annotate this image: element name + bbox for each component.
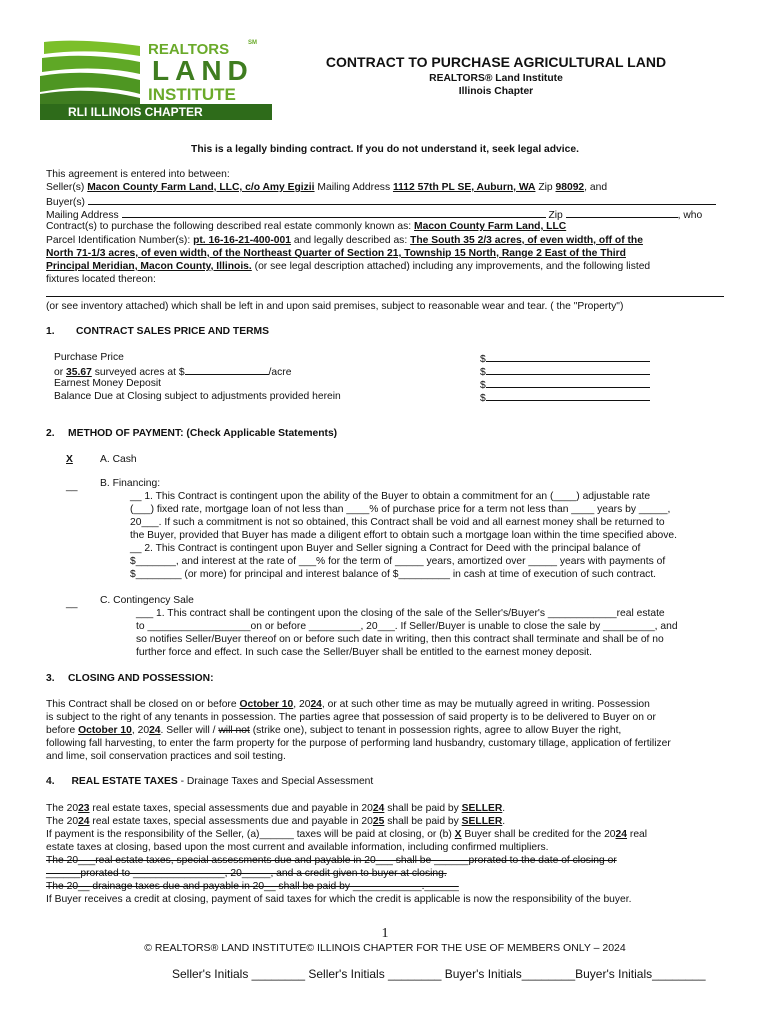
- legal-value-1: The South 35 2/3 acres, of even width, off of the: [410, 235, 643, 246]
- section1-title: CONTRACT SALES PRICE AND TERMS: [76, 326, 269, 337]
- legal-value-3: Principal Meridian, Macon County, Illinois.: [46, 261, 252, 272]
- document-org: REALTORS® Land Institute: [429, 73, 563, 84]
- svg-text:SM: SM: [248, 40, 257, 46]
- contract-line: [46, 220, 566, 233]
- fin1-line-b: (___) fixed rate, mortgage loan of not less than ____% of purchase price for a term not less than ____ years by _____,: [130, 504, 671, 515]
- closing-text-c: , or at such other time as may be mutually agreed in writing. Possession: [321, 699, 650, 710]
- legal-after: (or see legal description attached) including any improvements, and the following listed: [254, 261, 651, 272]
- section4-subtitle: - Drainage Taxes and Special Assessment: [177, 776, 374, 787]
- tax-year: 24: [78, 816, 90, 827]
- fin2-line-c: $________ (or more) for principal and interest balance of $_________ in cash at time of execution of such contract.: [130, 569, 657, 580]
- tax-payer: SELLER: [461, 803, 503, 814]
- dollar-sign: $: [480, 367, 486, 378]
- closing-text-a: This Contract shall be closed on or before: [46, 699, 237, 710]
- tax-line-1: The 2023 real estate taxes, special assessments due and payable in 2024 shall be paid by SELLER.: [46, 803, 506, 814]
- who-text: , who: [677, 210, 703, 221]
- legal-warning: This is a legally binding contract. If you do not understand it, seek legal advice.: [191, 144, 579, 155]
- tax-text: The 20: [46, 803, 79, 814]
- tax-strike-1: The 20___real estate taxes, special assessments due and payable in 20___ shall be ______prorated to the date of closing or: [46, 855, 617, 866]
- parcel-line: [46, 234, 643, 247]
- tax-line-2: The 2024 real estate taxes, special assessments due and payable in 2025 shall be paid by SELLER.: [46, 816, 506, 827]
- fin1-line-a: [130, 490, 650, 503]
- acres-value: 35.67: [66, 367, 92, 378]
- fixtures-text: fixtures located thereon:: [46, 274, 156, 285]
- svg-text:REALTORS: REALTORS: [148, 41, 230, 58]
- tax-strike-3: The 20__ drainage taxes due and payable in 20__ shall be paid by ____________.______: [46, 881, 459, 892]
- initials-line[interactable]: Seller's Initials ________ Seller's Initials ________ Buyer's Initials________Buyer's Initials________: [172, 967, 706, 981]
- tax-text: Buyer shall be credited for the 20: [464, 829, 616, 840]
- financing-label: B. Financing:: [100, 478, 161, 489]
- intro-entered: This agreement is entered into between:: [46, 169, 230, 180]
- possession-text-c: . Seller will /: [160, 725, 216, 736]
- tax-text: real estate taxes, special assessments due and payable in 20: [92, 803, 373, 814]
- cash-checkbox[interactable]: X: [66, 454, 73, 465]
- balance-field[interactable]: [480, 390, 650, 405]
- section4-title: REAL ESTATE TAXES: [71, 776, 178, 787]
- zip-label: Zip: [538, 182, 553, 193]
- fin1-line-d: the Buyer, provided that Buyer has made a diligent effort to obtain such a mortgage loan within the time specified above.: [130, 530, 678, 541]
- tax-text: shall be paid by: [387, 803, 459, 814]
- contingency-label: C. Contingency Sale: [100, 595, 194, 606]
- acre-text: /acre: [268, 367, 292, 378]
- copyright-text: © REALTORS® LAND INSTITUTE© ILLINOIS CHAPTER FOR THE USE OF MEMBERS ONLY – 2024: [144, 942, 626, 954]
- will-not-strike: will not: [218, 725, 250, 736]
- cash-label: A. Cash: [100, 454, 137, 465]
- dollar-sign: $: [480, 380, 486, 391]
- section4-number: 4.: [46, 776, 55, 787]
- tax-text: real: [629, 829, 648, 840]
- financing-checkbox[interactable]: __: [66, 481, 78, 492]
- legal-label: and legally described as:: [293, 235, 408, 246]
- zip2-blank[interactable]: [566, 207, 678, 218]
- mailing-label: Mailing Address: [317, 182, 391, 193]
- possession-text-d: (strike one), subject to tenant in possession rights, agree to allow Buyer the right,: [252, 725, 622, 736]
- parcel-value: pt. 16-16-21-400-001: [193, 235, 291, 246]
- tax-text: shall be paid by: [387, 816, 459, 827]
- tax-text: real estate taxes, special assessments due and payable in 20: [92, 816, 373, 827]
- closing-text-b: , 20: [293, 699, 311, 710]
- possession-month: October 10: [78, 725, 132, 736]
- tax-text: If payment is the responsibility of the Seller, (a)______ taxes will be paid at closing, or (b): [46, 829, 452, 840]
- fixtures-blank[interactable]: [46, 286, 724, 297]
- contract-text: Contract(s) to purchase the following described real estate commonly known as:: [46, 221, 412, 232]
- mailing-value: 1112 57th PL SE, Auburn, WA: [392, 182, 536, 193]
- closing-year: 24: [310, 699, 322, 710]
- closing-line-2: is subject to the right of any tenants in possession. The parties agree that possession of said property is to be delivered to Buyer on or: [46, 712, 656, 723]
- page-number: 1: [381, 926, 389, 941]
- closing-line-3: [46, 724, 621, 737]
- section2-title: METHOD OF PAYMENT: (Check Applicable Statements): [68, 428, 338, 439]
- possession-year: 24: [149, 725, 161, 736]
- fin2-line-b: $_______, and interest at the rate of ___% for the term of _____ years, amortized over _____ years with payments of: [130, 556, 666, 567]
- tax-line-4: estate taxes at closing, based upon the most current and available information, including confirmed multipliers.: [46, 842, 549, 853]
- seller-line: [46, 181, 607, 194]
- svg-text:RLI ILLINOIS CHAPTER: RLI ILLINOIS CHAPTER: [68, 105, 203, 119]
- document-chapter: Illinois Chapter: [458, 86, 534, 97]
- closing-line-5: and lime, soil conservation practices and soil testing.: [46, 751, 286, 762]
- fin2-line-a: [130, 542, 640, 555]
- cont-line-a: ___ 1. This contract shall be contingent upon the closing of the sale of the Seller's/Buyer's ____________real estate: [136, 608, 665, 619]
- seller-label: Seller(s): [46, 182, 85, 193]
- mailing2-label: Mailing Address: [46, 210, 119, 221]
- inventory-text: (or see inventory attached) which shall be left in and upon said premises, subject to reasonable wear and tear. ( the "Property"): [46, 301, 624, 312]
- zip2-label: Zip: [548, 210, 563, 221]
- tax-year: 24: [372, 803, 385, 814]
- possession-text-b: , 20: [131, 725, 150, 736]
- mailing2-blank[interactable]: [122, 207, 546, 218]
- section2-number: 2.: [46, 428, 55, 439]
- or-text: or: [54, 367, 64, 378]
- document-title: CONTRACT TO PURCHASE AGRICULTURAL LAND: [325, 54, 667, 70]
- dollar-sign: $: [480, 393, 486, 404]
- fin1-line-c: 20___. If such a commitment is not so obtained, this Contract shall be void and all earnest money shall be returned to: [130, 517, 665, 528]
- closing-line-4: following fall harvesting, to enter the farm property for the purpose of performing land husbandry, customary tillage, application of fertilizer: [46, 738, 671, 749]
- purchase-price-label: Purchase Price: [54, 352, 124, 363]
- buyer-label: Buyer(s): [46, 197, 85, 208]
- fin1-text-a: 1. This Contract is contingent upon the ability of the Buyer to obtain a commitment for an (____) adjustable rate: [144, 491, 651, 502]
- buyer-blank[interactable]: [88, 194, 716, 205]
- cont-line-c: so notifies Seller/Buyer thereof on or before such date in writing, then this contract shall terminate and shall be of no: [136, 634, 664, 645]
- tax-line-5: If Buyer receives a credit at closing, payment of said taxes for which the credit is applicable is now the responsibility of the buyer.: [46, 894, 632, 905]
- section4-heading: [46, 775, 373, 788]
- section3-title: CLOSING AND POSSESSION:: [68, 673, 214, 684]
- logo-graphic: [40, 34, 272, 120]
- zip-value: 98092: [555, 182, 585, 193]
- seller-value: Macon County Farm Land, LLC, c/o Amy Egizii: [87, 182, 315, 193]
- realtors-land-institute-logo: [40, 34, 272, 120]
- tax-text: The 20: [46, 816, 79, 827]
- legal-value-2: North 71-1/3 acres, of even width, of the Northeast Quarter of Section 21, Township 15 North, Range 2 East of the Third: [46, 248, 626, 259]
- earnest-label: Earnest Money Deposit: [54, 378, 162, 389]
- dollar-sign: $: [480, 354, 486, 365]
- and-text: , and: [584, 182, 608, 193]
- acres-text: surveyed acres at $: [94, 367, 185, 378]
- section1-number: 1.: [46, 326, 55, 337]
- tax-year: 23: [78, 803, 90, 814]
- contract-value: Macon County Farm Land, LLC: [414, 221, 567, 232]
- closing-month: October 10: [239, 699, 294, 710]
- fin2-text-a: 2. This Contract is contingent upon Buyer and Seller signing a Contract for Deed with the principal balance of: [144, 543, 641, 554]
- parcel-label: Parcel Identification Number(s):: [46, 235, 191, 246]
- balance-label: Balance Due at Closing subject to adjustments provided herein: [54, 391, 341, 402]
- fin2-checkbox[interactable]: __: [130, 543, 145, 554]
- svg-text:LAND: LAND: [152, 55, 254, 86]
- tax-year: 24: [615, 829, 628, 840]
- tax-credit-checkbox[interactable]: X: [454, 829, 462, 840]
- section3-number: 3.: [46, 673, 55, 684]
- cont-line-b: to __________________on or before _________, 20___. If Seller/Buyer is unable to close the sale by _________, and: [136, 621, 678, 632]
- tax-strike-2: ______prorated to ________________, 20_____, and a credit given to buyer at closing.: [46, 868, 447, 879]
- legal-line-3: [46, 260, 650, 273]
- contingency-checkbox[interactable]: __: [66, 598, 78, 609]
- cont-line-d: further force and effect. In such case the Seller/Buyer shall be entitled to the earnest money deposit.: [136, 647, 592, 658]
- tax-payer: SELLER: [461, 816, 503, 827]
- possession-text-a: before: [46, 725, 76, 736]
- tax-line-3: [46, 828, 647, 841]
- fin1-checkbox[interactable]: __: [130, 491, 145, 502]
- svg-text:INSTITUTE: INSTITUTE: [148, 85, 236, 104]
- tax-year: 25: [372, 816, 385, 827]
- closing-line-1: [46, 698, 650, 711]
- price-per-acre-blank[interactable]: [185, 364, 269, 375]
